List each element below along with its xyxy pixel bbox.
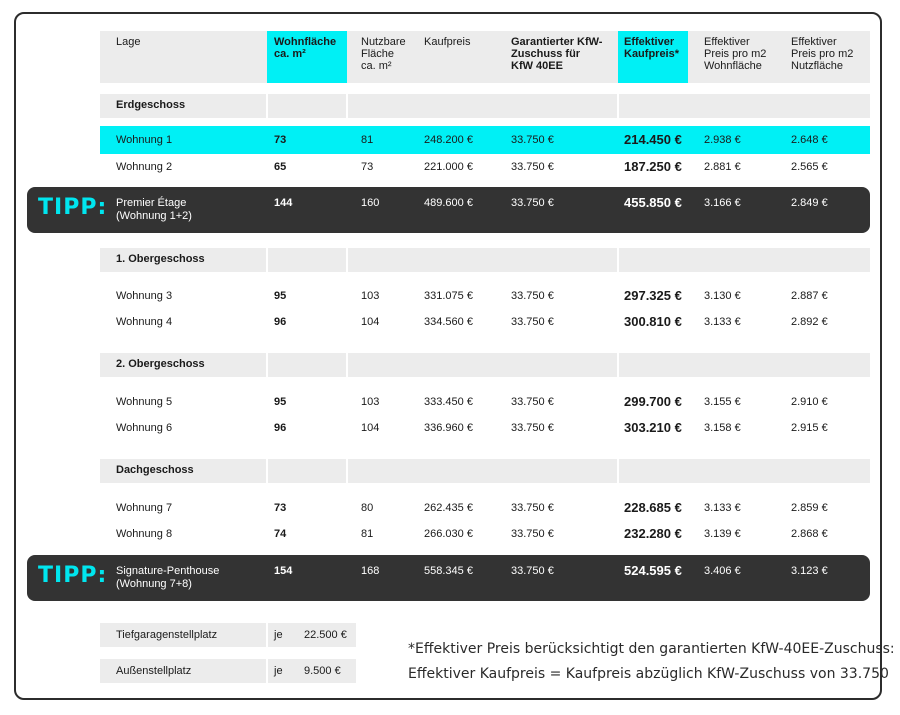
cell-preis-wohn: 3.133 € (704, 316, 741, 328)
header-preis-wohnflaeche: Effektiver Preis pro m2 Wohnfläche (704, 36, 767, 72)
cell-nutzflaeche: 81 (361, 528, 374, 540)
cell-wohnflaeche: 65 (274, 161, 287, 173)
cell-kaufpreis: 221.000 € (424, 161, 473, 173)
cell-nutzflaeche: 80 (361, 502, 374, 514)
cell-preis-nutz: 2.648 € (791, 134, 828, 146)
cell-kfw: 33.750 € (511, 197, 554, 209)
cell-effektiv: 303.210 € (624, 420, 682, 435)
cell-preis-nutz: 2.887 € (791, 290, 828, 302)
section-dachgeschoss: Dachgeschoss (116, 464, 194, 476)
cell-lage: Wohnung 2 (116, 161, 173, 173)
cell-preis-wohn: 3.155 € (704, 396, 741, 408)
cell-kaufpreis: 336.960 € (424, 422, 473, 434)
cell-wohnflaeche: 74 (274, 528, 287, 540)
col-divider (617, 94, 619, 118)
cell-preis-nutz: 2.868 € (791, 528, 828, 540)
cell-kfw: 33.750 € (511, 565, 554, 577)
cell-effektiv: 455.850 € (624, 195, 682, 210)
cell-kfw: 33.750 € (511, 528, 554, 540)
cell-wohnflaeche: 73 (274, 134, 287, 146)
header-preis-nutzflaeche: Effektiver Preis pro m2 Nutzfläche (791, 36, 854, 72)
section-band-1og (100, 248, 870, 272)
cell-nutzflaeche: 168 (361, 565, 380, 577)
cell-wohnflaeche: 95 (274, 396, 287, 408)
tipp-row-signature-penthouse (27, 555, 870, 601)
cell-wohnflaeche: 144 (274, 197, 293, 209)
cell-nutzflaeche: 103 (361, 290, 380, 302)
col-divider (617, 353, 619, 377)
cell-effektiv: 232.280 € (624, 526, 682, 541)
header-nutzbare-flaeche: Nutzbare Fläche ca. m² (361, 36, 406, 72)
cell-kaufpreis: 489.600 € (424, 197, 473, 209)
parking-label: Außenstellplatz (116, 665, 192, 677)
cell-preis-nutz: 2.892 € (791, 316, 828, 328)
parking-price: 22.500 € (304, 629, 347, 641)
cell-nutzflaeche: 81 (361, 134, 374, 146)
cell-preis-nutz: 2.565 € (791, 161, 828, 173)
col-divider (617, 459, 619, 483)
col-divider (346, 459, 348, 483)
col-divider (266, 623, 268, 647)
cell-kfw: 33.750 € (511, 396, 554, 408)
cell-effektiv: 299.700 € (624, 394, 682, 409)
tipp-row-premier-etage (27, 187, 870, 233)
cell-preis-wohn: 3.158 € (704, 422, 741, 434)
header-effektiver-kaufpreis: Effektiver Kaufpreis* (624, 36, 680, 60)
section-1-obergeschoss: 1. Obergeschoss (116, 253, 205, 265)
cell-wohnflaeche: 95 (274, 290, 287, 302)
section-band-dg (100, 459, 870, 483)
header-kaufpreis: Kaufpreis (424, 36, 471, 48)
header-wohnflaeche: Wohnfläche ca. m² (274, 36, 337, 60)
cell-preis-wohn: 3.139 € (704, 528, 741, 540)
cell-preis-wohn: 3.406 € (704, 565, 741, 577)
highlight-row-wohnung-1 (100, 126, 870, 154)
cell-kfw: 33.750 € (511, 161, 554, 173)
col-divider (266, 459, 268, 483)
header-kfw-zuschuss: Garantierter KfW- Zuschuss für KfW 40EE (511, 36, 603, 72)
cell-lage: Wohnung 3 (116, 290, 173, 302)
cell-effektiv: 524.595 € (624, 563, 682, 578)
cell-kfw: 33.750 € (511, 422, 554, 434)
cell-preis-wohn: 3.130 € (704, 290, 741, 302)
tipp-label: TIPP: (38, 563, 108, 588)
cell-effektiv: 297.325 € (624, 288, 682, 303)
cell-kfw: 33.750 € (511, 316, 554, 328)
col-divider (617, 248, 619, 272)
parking-price: 9.500 € (304, 665, 341, 677)
col-divider (266, 353, 268, 377)
cell-kaufpreis: 558.345 € (424, 565, 473, 577)
cell-kfw: 33.750 € (511, 502, 554, 514)
cell-preis-wohn: 3.133 € (704, 502, 741, 514)
cell-lage: Wohnung 6 (116, 422, 173, 434)
cell-lage: Wohnung 4 (116, 316, 173, 328)
cell-nutzflaeche: 104 (361, 316, 380, 328)
cell-nutzflaeche: 103 (361, 396, 380, 408)
section-2-obergeschoss: 2. Obergeschoss (116, 358, 205, 370)
cell-kaufpreis: 333.450 € (424, 396, 473, 408)
parking-je: je (274, 629, 283, 641)
cell-effektiv: 300.810 € (624, 314, 682, 329)
col-divider (266, 94, 268, 118)
header-lage: Lage (116, 36, 141, 48)
cell-lage: Wohnung 1 (116, 134, 173, 146)
col-divider (266, 659, 268, 683)
section-band-2og (100, 353, 870, 377)
cell-lage: Wohnung 7 (116, 502, 173, 514)
cell-preis-nutz: 2.915 € (791, 422, 828, 434)
cell-kaufpreis: 331.075 € (424, 290, 473, 302)
parking-je: je (274, 665, 283, 677)
cell-kaufpreis: 334.560 € (424, 316, 473, 328)
cell-preis-wohn: 2.881 € (704, 161, 741, 173)
col-divider (346, 248, 348, 272)
col-divider (266, 248, 268, 272)
cell-preis-nutz: 2.859 € (791, 502, 828, 514)
tipp-label: TIPP: (38, 195, 108, 220)
cell-kaufpreis: 248.200 € (424, 134, 473, 146)
cell-wohnflaeche: 96 (274, 422, 287, 434)
footnote-line-2: Effektiver Kaufpreis = Kaufpreis abzüglich KfW-Zuschuss von 33.750 (408, 666, 889, 682)
col-divider (346, 94, 348, 118)
cell-nutzflaeche: 104 (361, 422, 380, 434)
parking-label: Tiefgaragenstellplatz (116, 629, 218, 641)
section-band-erdgeschoss (100, 94, 870, 118)
cell-wohnflaeche: 96 (274, 316, 287, 328)
cell-kaufpreis: 266.030 € (424, 528, 473, 540)
col-divider (346, 353, 348, 377)
cell-kfw: 33.750 € (511, 134, 554, 146)
cell-preis-wohn: 3.166 € (704, 197, 741, 209)
cell-nutzflaeche: 160 (361, 197, 380, 209)
cell-kfw: 33.750 € (511, 290, 554, 302)
cell-preis-nutz: 2.910 € (791, 396, 828, 408)
cell-effektiv: 214.450 € (624, 132, 682, 147)
cell-lage: Wohnung 5 (116, 396, 173, 408)
footnote-line-1: *Effektiver Preis berücksichtigt den garantierten KfW-40EE-Zuschuss: (408, 641, 895, 657)
cell-preis-nutz: 3.123 € (791, 565, 828, 577)
cell-preis-nutz: 2.849 € (791, 197, 828, 209)
cell-nutzflaeche: 73 (361, 161, 374, 173)
cell-effektiv: 228.685 € (624, 500, 682, 515)
cell-lage: Signature-Penthouse (Wohnung 7+8) (116, 565, 220, 590)
section-erdgeschoss: Erdgeschoss (116, 99, 186, 111)
cell-effektiv: 187.250 € (624, 159, 682, 174)
cell-lage: Premier Étage (Wohnung 1+2) (116, 197, 192, 222)
cell-kaufpreis: 262.435 € (424, 502, 473, 514)
cell-preis-wohn: 2.938 € (704, 134, 741, 146)
cell-wohnflaeche: 73 (274, 502, 287, 514)
cell-wohnflaeche: 154 (274, 565, 293, 577)
cell-lage: Wohnung 8 (116, 528, 173, 540)
